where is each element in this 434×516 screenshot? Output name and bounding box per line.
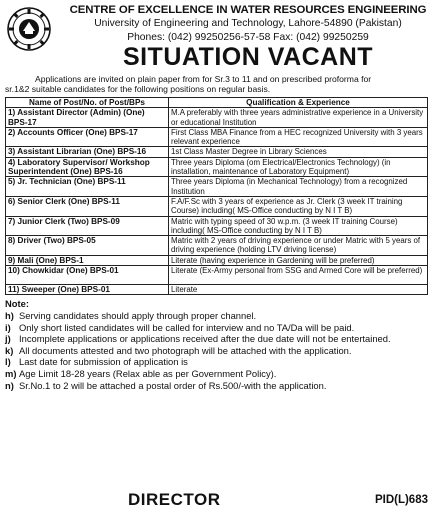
intro-line-1: Applications are invited on plain paper from for Sr.3 to 11 and on prescribed proforma for <box>35 74 372 84</box>
intro-paragraph <box>5 74 429 94</box>
table-row <box>6 266 428 285</box>
list-item <box>5 322 429 334</box>
qualification-cell: Matric with 2 years of driving experience or under Matric with 5 years of driving experience (holding LTV driving license) <box>169 236 428 256</box>
header <box>5 3 429 71</box>
post-cell: 6) Senior Clerk (One) BPS-11 <box>6 196 169 216</box>
list-item <box>5 368 429 380</box>
table-row <box>6 147 428 157</box>
qualification-cell: M.A preferably with three years administrative experience in a University or educational Institution <box>169 108 428 128</box>
note-letter: k) <box>5 344 14 356</box>
note-text: All documents attested and two photograph will be attached with the application. <box>19 344 352 356</box>
note-text: Serving candidates should apply through proper channel. <box>19 309 257 321</box>
list-item <box>5 310 429 322</box>
table-row <box>6 127 428 147</box>
list-item <box>5 345 429 357</box>
list-item <box>5 380 429 392</box>
table-row <box>6 285 428 295</box>
qualification-cell: Literate (having experience in Gardening will be preferred) <box>169 255 428 265</box>
list-item <box>5 356 429 368</box>
pid-number: PID(L)683 <box>374 494 428 506</box>
post-cell: 1) Assistant Director (Admin) (One) BPS-17 <box>6 108 169 128</box>
post-cell: 10) Chowkidar (One) BPS-01 <box>6 266 169 285</box>
qualification-cell: First Class MBA Finance from a HEC recognized University with 3 years relevant experience <box>169 127 428 147</box>
table-row <box>6 108 428 128</box>
note-text: Age Limit 18-28 years (Relax able as per Government Policy). <box>19 367 277 379</box>
qualification-cell: Literate <box>169 285 428 295</box>
qualification-cell: Three years Diploma (om Electrical/Electronics Technology) (in installation, maintenance of Laboratory Equipment) <box>169 157 428 177</box>
note-letter: h) <box>5 309 14 321</box>
note-text: Incomplete applications or applications received after the due date will not be entertained. <box>19 333 391 345</box>
post-cell: 7) Junior Clerk (Two) BPS-09 <box>6 216 169 236</box>
page-title: SITUATION VACANT <box>122 43 374 71</box>
table-row <box>6 236 428 256</box>
post-cell: 4) Laboratory Supervisor/ Workshop Superintendent (One) BPS-16 <box>6 157 169 177</box>
organization-name: CENTRE OF EXCELLENCE IN WATER RESOURCES ENGINEERING <box>69 4 427 16</box>
qualification-cell: Matric with typing speed of 30 w.p.m. (3 week IT training Course) including( MS-Office conducting by N I T B) <box>169 216 428 236</box>
post-cell: 2) Accounts Officer (One) BPS-17 <box>6 127 169 147</box>
notes-heading: Note: <box>5 298 29 310</box>
list-item <box>5 333 429 345</box>
note-letter: n) <box>5 379 14 391</box>
table-row <box>6 177 428 197</box>
notes-section <box>5 298 429 391</box>
post-cell: 3) Assistant Librarian (One) BPS-16 <box>6 147 169 157</box>
note-letter: i) <box>5 321 11 333</box>
university-seal-icon <box>7 7 51 51</box>
note-letter: m) <box>5 367 17 379</box>
note-text: Last date for submission of application is <box>19 356 188 368</box>
qualification-cell: 1st Class Master Degree in Library Sciences <box>169 147 428 157</box>
post-cell: 11) Sweeper (One) BPS-01 <box>6 285 169 295</box>
qualification-cell: Three years Diploma (in Mechanical Technology) from a recognized Institution <box>169 177 428 197</box>
note-text: Sr.No.1 to 2 will be attached a postal order of Rs.500/-with the application. <box>19 379 327 391</box>
note-letter: l) <box>5 356 11 368</box>
table-row <box>6 196 428 216</box>
post-cell: 5) Jr. Technician (One) BPS-11 <box>6 177 169 197</box>
signatory-title: DIRECTOR <box>128 490 221 509</box>
post-cell: 9) Mali (One) BPS-1 <box>6 255 169 265</box>
table-row <box>6 216 428 236</box>
note-letter: j) <box>5 333 11 345</box>
post-cell: 8) Driver (Two) BPS-05 <box>6 236 169 256</box>
qualification-cell: Literate (Ex-Army personal from SSG and Armed Core will be preferred) <box>169 266 428 285</box>
intro-line-2: sr.1&2 suitable candidates for the following positions on regular basis. <box>5 84 271 94</box>
positions-table <box>5 97 428 295</box>
note-text: Only short listed candidates will be called for interview and no TA/Da will be paid. <box>19 321 355 333</box>
table-row <box>6 157 428 177</box>
qualification-cell: F.A/F.Sc with 3 years of experience as Jr. Clerk (3 week IT training Course) including( MS-Office conducting by N I T B) <box>169 196 428 216</box>
column-header-qualification: Qualification & Experience <box>169 98 428 108</box>
university-address: University of Engineering and Technology, Lahore-54890 (Pakistan) <box>94 18 402 29</box>
footer <box>0 490 434 512</box>
contact-phones: Phones: (042) 99250256-57-58 Fax: (042) 99250259 <box>127 32 369 43</box>
column-header-post: Name of Post/No. of Post/BPs <box>6 98 169 108</box>
table-row <box>6 255 428 265</box>
